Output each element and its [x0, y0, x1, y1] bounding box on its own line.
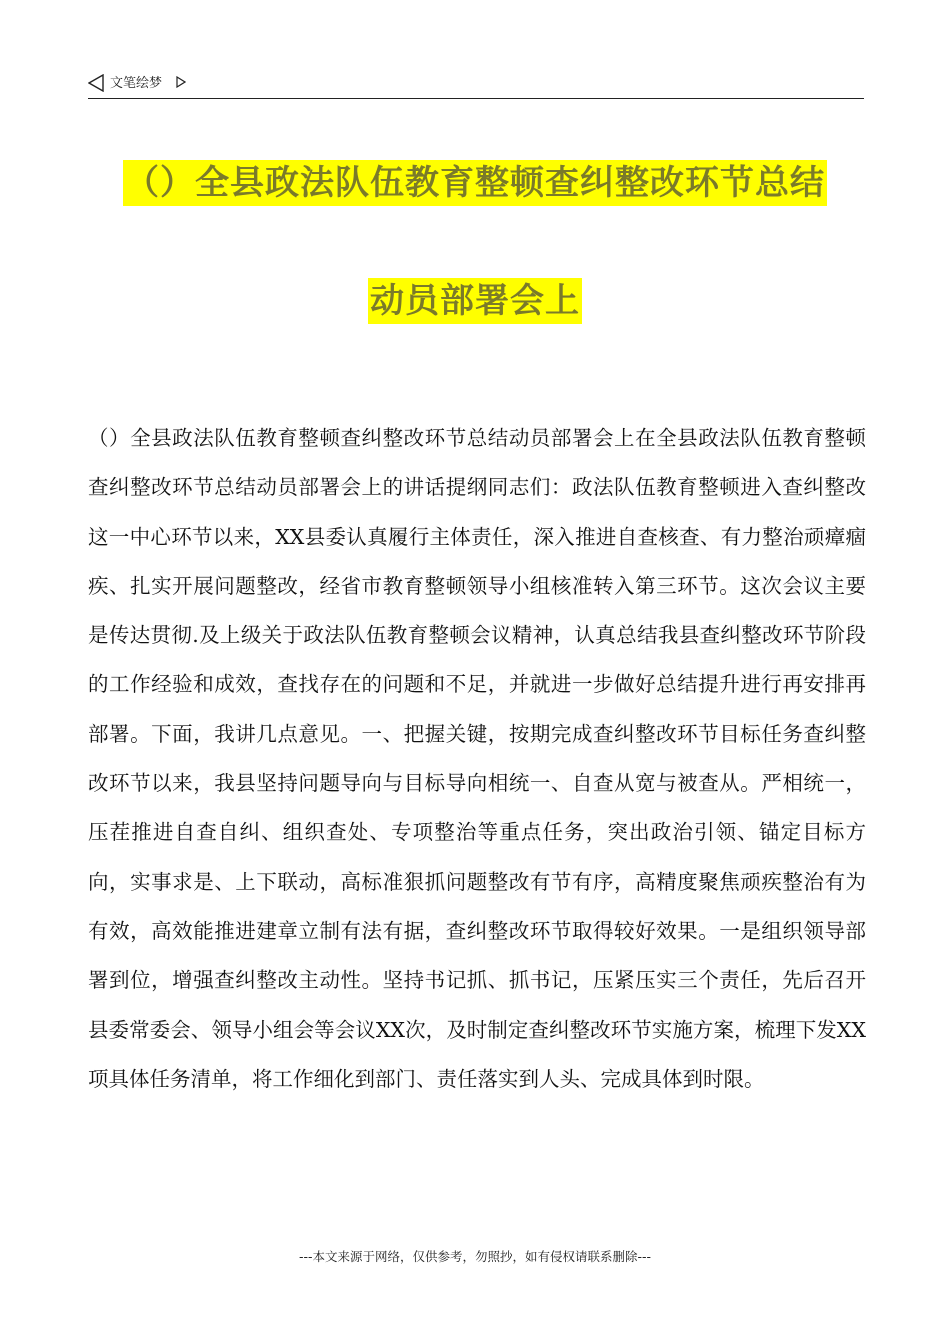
- title-line-1-text: （）全县政法队伍教育整顿查纠整改环节总结: [123, 160, 827, 206]
- footer-notice: ---本文来源于网络，仅供参考，勿照抄，如有侵权请联系删除---: [298, 1249, 652, 1264]
- document-title-line-2: [0, 278, 950, 324]
- document-title-line-1: [0, 160, 950, 206]
- header-brand: 文笔绘梦: [110, 76, 163, 91]
- triangle-left-icon: [88, 74, 104, 92]
- triangle-right-icon: [176, 76, 186, 88]
- title-line-2-text: 动员部署会上: [368, 278, 582, 324]
- body-paragraph: （）全县政法队伍教育整顿查纠整改环节总结动员部署会上在全县政法队伍教育整顿查纠整改环节总结动员部署会上的讲话提纲同志们：政法队伍教育整顿进入查纠整改这一中心环节以来，XX县委认真履行主体责任，深入推进自查核查、有力整治顽瘴痼疾、扎实开展问题整改，经省市教育整顿领导小组核准转入第三环节。这次会议主要是传达贯彻.及上级关于政法队伍教育整顿会议精神，认真总结我县查纠整改环节阶段的工作经验和成效，查找存在的问题和不足，并就进一步做好总结提升进行再安排再部署。下面，我讲几点意见。一、把握关键，按期完成查纠整改环节目标任务查纠整改环节以来，我县坚持问题导向与目标导向相统一、自查从宽与被查从。严相统一，压茬推进自查自纠、组织查处、专项整治等重点任务，突出政治引领、锚定目标方向，实事求是、上下联动，高标准狠抓问题整改有节有序，高精度聚焦顽疾整治有为有效，高效能推进建章立制有法有据，查纠整改环节取得较好效果。一是组织领导部署到位，增强查纠整改主动性。坚持书记抓、抓书记，压紧压实三个责任，先后召开县委常委会、领导小组会等会议XX次，及时制定查纠整改环节实施方案，梳理下发XX项具体任务清单，将工作细化到部门、责任落实到人头、完成具体到时限。: [88, 426, 866, 1091]
- page-header: [88, 72, 864, 99]
